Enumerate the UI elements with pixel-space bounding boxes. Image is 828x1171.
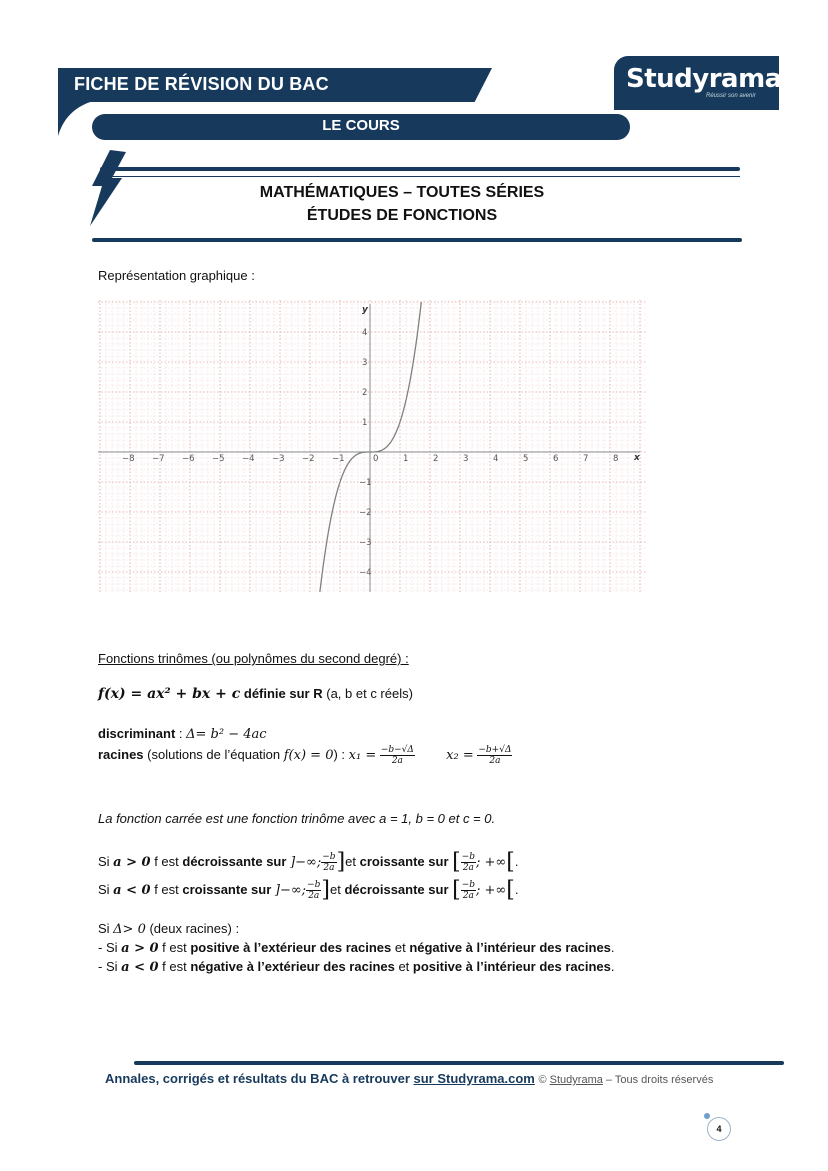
x-tick-label: 0 <box>373 454 379 464</box>
frac-den: 2a <box>308 891 320 901</box>
sign-2-inside: positive à l’intérieur des racines <box>412 959 611 974</box>
sign-1-pre: - Si <box>98 940 122 955</box>
variation-2-et: et <box>329 881 345 897</box>
frac-den: 2a <box>323 863 335 873</box>
sign-2-f: f est <box>158 959 191 974</box>
period: . <box>514 881 519 897</box>
footer-copyright-link[interactable]: Studyrama <box>549 1074 603 1086</box>
bracket: [ <box>452 849 461 875</box>
variation-1-condition: a > 0 <box>113 854 151 870</box>
page-header-title: FICHE DE RÉVISION DU BAC <box>74 74 329 94</box>
sign-intro-condition: Δ> 0 <box>113 922 146 937</box>
x-axis-label: x <box>634 453 640 463</box>
frac-num: −b <box>307 880 321 890</box>
sign-2-outside: négative à l’extérieur des racines <box>190 959 395 974</box>
definition-line <box>98 686 413 702</box>
x2-numerator: −b+√Δ <box>478 745 512 755</box>
sign-1-f: f est <box>158 940 191 955</box>
footer <box>105 1071 713 1086</box>
x-tick-label: −4 <box>242 454 255 464</box>
y-tick-label: −3 <box>359 538 372 548</box>
x-tick-label: 5 <box>523 454 529 464</box>
sign-intro-rest: (deux racines) : <box>145 921 240 936</box>
bracket: [ <box>506 877 515 903</box>
period: . <box>610 959 615 974</box>
square-function-note: La fonction carrée est une fonction trinôme avec a = 1, b = 0 et c = 0. <box>98 811 496 826</box>
x-tick-label: −1 <box>332 454 345 464</box>
x1-label: x₁ = <box>348 747 377 763</box>
variation-2-frac-1 <box>306 880 321 901</box>
variation-1-increasing: croissante sur <box>359 853 449 869</box>
y-axis-label: y <box>362 305 368 315</box>
top-rule-thin <box>108 176 740 177</box>
x2-denominator: 2a <box>489 756 501 766</box>
bracket: [ <box>452 877 461 903</box>
sign-1-outside: positive à l’extérieur des racines <box>190 940 392 955</box>
chart-grid <box>98 300 646 592</box>
definition-text: définie sur R <box>240 686 327 701</box>
section-heading: Fonctions trinômes (ou polynômes du second degré) : <box>98 651 409 666</box>
sign-1-et: et <box>391 940 410 955</box>
sign-intro <box>98 921 239 938</box>
variation-1-frac-2 <box>461 852 476 873</box>
subject-subtitle: ÉTUDES DE FONCTIONS <box>306 207 498 224</box>
variation-1-decreasing: décroissante sur <box>182 853 287 869</box>
roots-label: racines <box>98 746 144 762</box>
period: . <box>514 853 519 869</box>
frac-num: −b <box>322 852 336 862</box>
section-label: LE COURS <box>322 117 400 134</box>
logo-tagline: Réussir son avenir <box>706 93 756 99</box>
footer-copyright-rest: – Tous droits réservés <box>602 1074 714 1086</box>
variation-1-si: Si <box>98 853 114 869</box>
x-tick-label: −5 <box>212 454 225 464</box>
variation-2-interval-2: ; +∞ <box>476 882 507 898</box>
graph-caption: Représentation graphique : <box>98 268 255 283</box>
variation-1-interval-2: ; +∞ <box>476 854 507 870</box>
x-tick-label: 4 <box>493 454 499 464</box>
sign-2-et: et <box>394 959 413 974</box>
sign-2-condition: a < 0 <box>121 960 159 975</box>
definition-formula: f(x) = ax² + bx + c <box>98 686 241 702</box>
y-tick-label: −2 <box>359 508 372 518</box>
footer-rule <box>134 1061 784 1065</box>
bottom-rule <box>92 238 742 242</box>
variation-1-interval-1: ]−∞; <box>290 854 322 870</box>
x-tick-label: 2 <box>433 454 439 464</box>
x-tick-label: 1 <box>403 454 409 464</box>
x-tick-label: 7 <box>583 454 589 464</box>
variation-2-f: f est <box>150 881 183 897</box>
discriminant-formula: Δ= b² − 4ac <box>186 727 267 742</box>
x-tick-label: −7 <box>152 454 165 464</box>
frac-den: 2a <box>462 863 474 873</box>
footer-studyrama-link[interactable]: sur Studyrama.com <box>413 1071 535 1086</box>
roots-text: (solutions de l’équation <box>143 746 284 762</box>
top-rule <box>100 167 740 171</box>
variation-1-f: f est <box>150 853 183 869</box>
roots-equation: f(x) = 0 <box>283 747 334 763</box>
sign-line-1 <box>98 940 615 957</box>
x-tick-label: −2 <box>302 454 315 464</box>
y-tick-label: −1 <box>359 478 372 488</box>
y-tick-label: 4 <box>362 328 368 338</box>
y-tick-label: 1 <box>362 418 368 428</box>
chart-axes <box>98 304 641 592</box>
roots-close: ) : <box>333 746 349 762</box>
discriminant-line <box>98 726 267 743</box>
variation-2-increasing: croissante sur <box>182 881 272 897</box>
variation-line-1 <box>98 849 519 875</box>
bracket: ] <box>321 877 330 903</box>
frac-num: −b <box>461 880 476 890</box>
x-tick-label: −3 <box>272 454 285 464</box>
x2-fraction <box>477 745 512 766</box>
frac-den: 2a <box>462 891 474 901</box>
variation-1-frac-1 <box>321 852 336 873</box>
y-tick-label: 3 <box>362 358 368 368</box>
sign-2-pre: - Si <box>98 959 122 974</box>
x1-denominator: 2a <box>391 756 403 766</box>
sign-1-inside: négative à l’intérieur des racines <box>409 940 611 955</box>
x-tick-label: 6 <box>553 454 559 464</box>
x1-fraction <box>380 745 415 766</box>
variation-1-et: et <box>345 853 360 869</box>
x1-numerator: −b−√Δ <box>380 745 414 755</box>
discriminant-label: discriminant <box>98 726 176 741</box>
page-number: 4 <box>707 1117 731 1141</box>
variation-2-frac-2 <box>461 880 476 901</box>
variation-2-si: Si <box>98 881 114 897</box>
sign-line-2 <box>98 959 615 976</box>
discriminant-sep: : <box>175 726 187 741</box>
frac-num: −b <box>461 852 476 862</box>
sign-intro-si: Si <box>98 921 114 936</box>
x-tick-label: 8 <box>613 454 619 464</box>
bracket: [ <box>506 849 515 875</box>
y-tick-label: 2 <box>362 388 368 398</box>
definition-params: (a, b et c réels) <box>326 686 413 701</box>
x2-label: x₂ = <box>446 747 474 763</box>
y-tick-label: −4 <box>359 568 372 578</box>
variation-2-condition: a < 0 <box>113 882 151 898</box>
variation-2-decreasing: décroissante sur <box>344 881 449 897</box>
roots-line <box>98 745 512 766</box>
bracket: ] <box>336 849 346 875</box>
sign-1-condition: a > 0 <box>121 941 159 956</box>
x-tick-label: −8 <box>122 454 135 464</box>
variation-2-interval-1: ]−∞; <box>274 882 307 898</box>
period: . <box>610 940 615 955</box>
variation-line-2 <box>98 877 519 903</box>
page-dot <box>704 1113 710 1119</box>
x-tick-label: −6 <box>182 454 195 464</box>
footer-copyright-symbol: © <box>538 1074 550 1086</box>
subject-title: MATHÉMATIQUES – TOUTES SÉRIES <box>259 184 545 201</box>
studyrama-logo: Studyrama <box>626 64 782 94</box>
x-tick-label: 3 <box>463 454 469 464</box>
function-graph <box>98 300 646 592</box>
footer-text: Annales, corrigés et résultats du BAC à retrouver <box>105 1071 414 1086</box>
